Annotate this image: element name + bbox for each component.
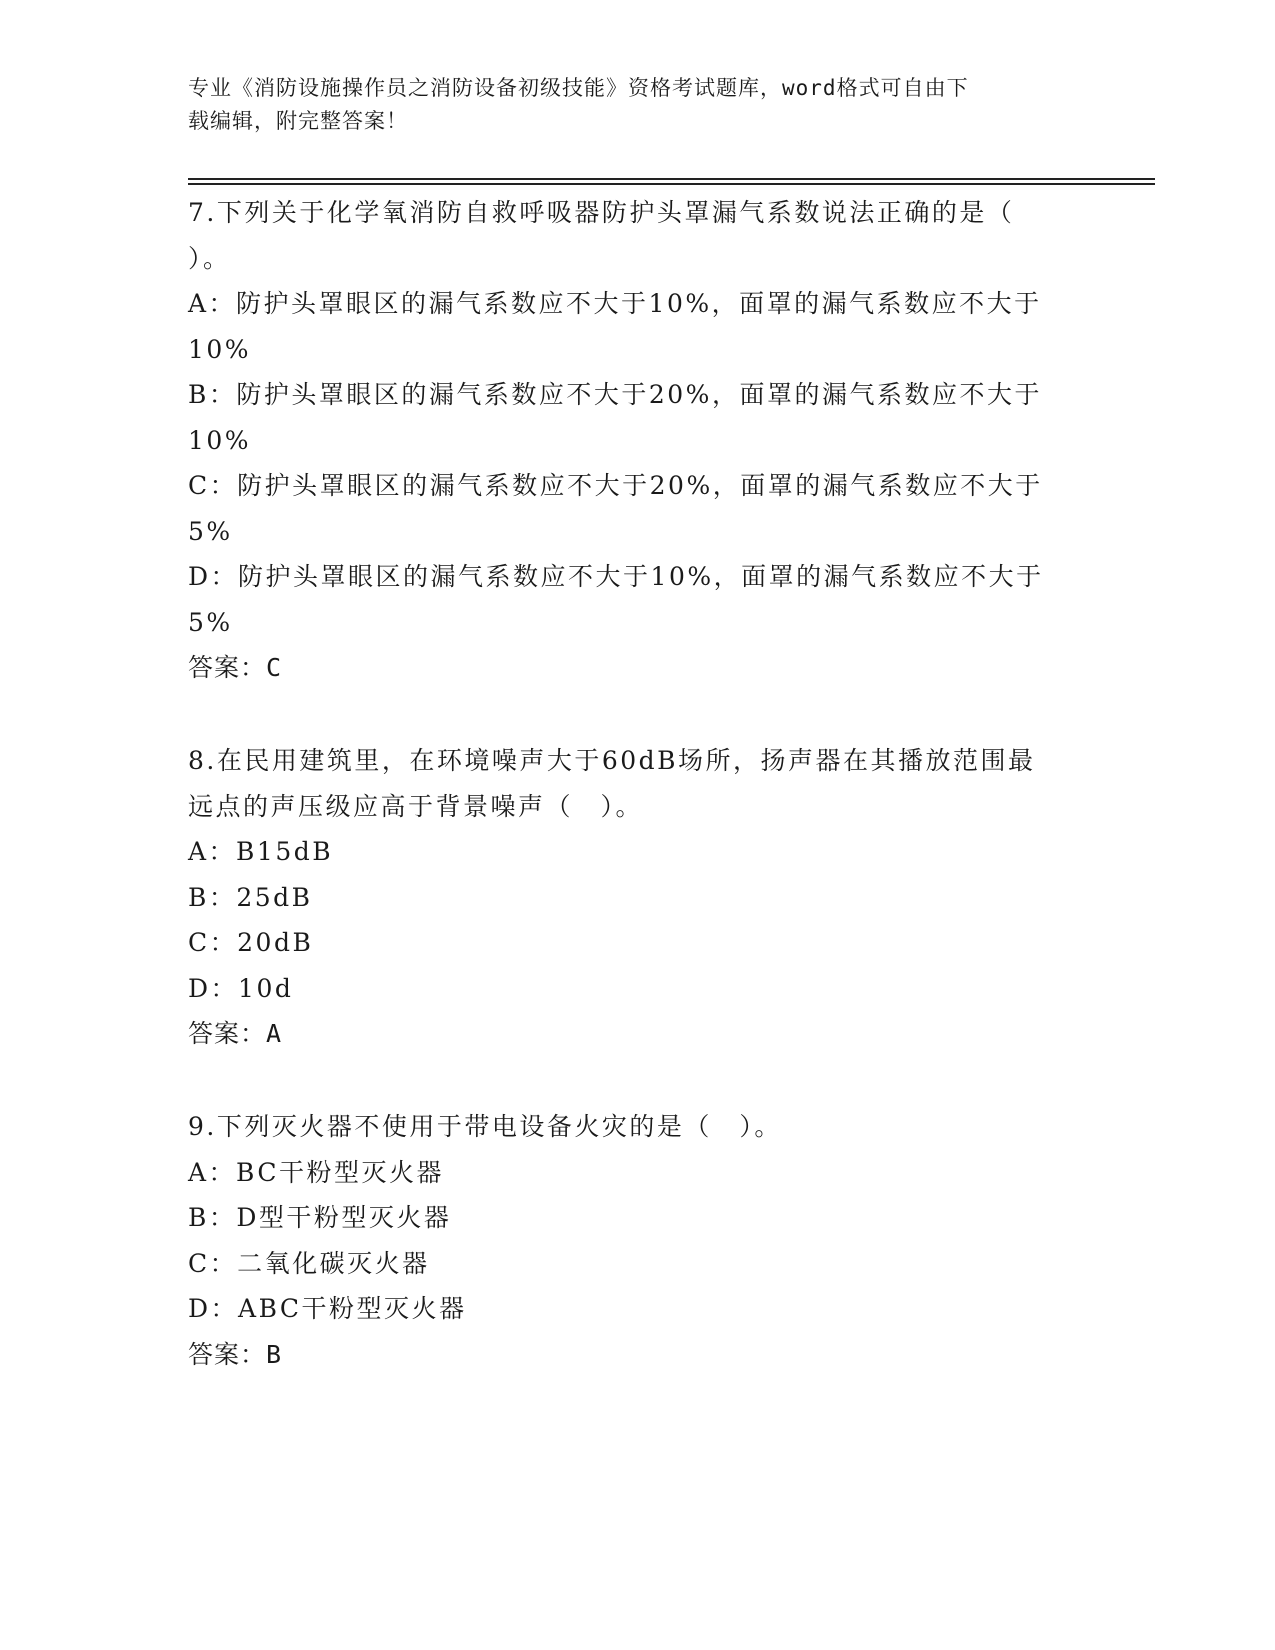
question-7-option-b: B：防护头罩眼区的漏气系数应不大于20%，面罩的漏气系数应不大于 <box>188 380 1042 409</box>
question-8-stem-line-1: 8.在民用建筑里，在环境噪声大于60dB场所，扬声器在其播放范围最 <box>188 746 1036 775</box>
question-7-option-d: D：防护头罩眼区的漏气系数应不大于10%，面罩的漏气系数应不大于 <box>188 562 1044 591</box>
question-9-option-a: A：BC干粉型灭火器 <box>188 1157 445 1187</box>
question-9-option-c: C：二氧化碳灭火器 <box>188 1248 430 1278</box>
header-line-1: 专业《消防设施操作员之消防设备初级技能》资格考试题库，word格式可自由下 <box>188 76 969 100</box>
question-8-stem-line-2: 远点的声压级应高于背景噪声（ ）。 <box>188 791 644 821</box>
question-8-answer: 答案：A <box>188 1019 283 1048</box>
question-7 <box>188 190 1088 691</box>
question-7-option-a-cont: 10% <box>188 334 252 364</box>
question-9-option-b: B：D型干粉型灭火器 <box>188 1203 452 1232</box>
question-9-answer: 答案：B <box>188 1339 283 1369</box>
question-7-option-d-cont: 5% <box>188 607 233 637</box>
question-9-stem: 9.下列灭火器不使用于带电设备火灾的是（ ）。 <box>188 1112 782 1141</box>
question-7-option-b-cont: 10% <box>188 425 252 455</box>
question-7-stem-line-2: ）。 <box>188 243 231 273</box>
question-7-stem-line-1: 7.下列关于化学氧消防自救呼吸器防护头罩漏气系数说法正确的是（ <box>188 198 1015 227</box>
question-8-option-d: D：10d <box>188 973 294 1003</box>
question-9-option-d: D：ABC干粉型灭火器 <box>188 1294 467 1323</box>
question-9 <box>188 1104 1088 1377</box>
question-8 <box>188 738 1088 1057</box>
question-7-option-c: C：防护头罩眼区的漏气系数应不大于20%，面罩的漏气系数应不大于 <box>188 471 1043 500</box>
document-header <box>188 72 1088 138</box>
question-8-option-b: B：25dB <box>188 882 313 912</box>
question-8-option-a: A：B15dB <box>188 837 334 866</box>
header-line-2: 载编辑，附完整答案！ <box>188 109 408 133</box>
question-7-option-c-cont: 5% <box>188 516 233 546</box>
header-divider-top <box>188 178 1155 180</box>
question-7-answer: 答案：C <box>188 653 283 682</box>
question-7-option-a: A：防护头罩眼区的漏气系数应不大于10%，面罩的漏气系数应不大于 <box>188 289 1042 318</box>
header-divider-bottom <box>188 183 1155 185</box>
question-8-option-c: C：20dB <box>188 928 314 957</box>
